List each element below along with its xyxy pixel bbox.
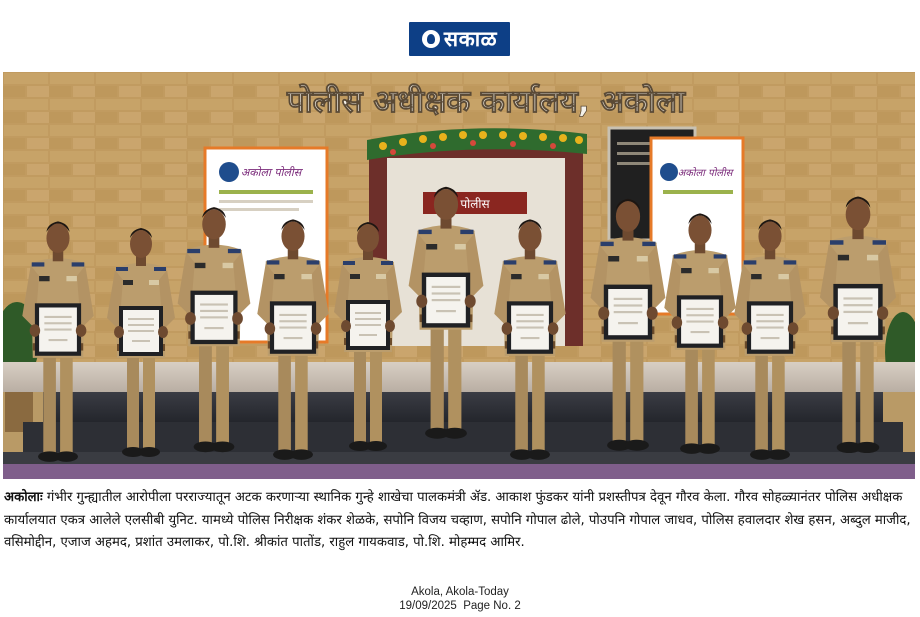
door-sign: पोलीस <box>460 197 490 211</box>
building-sign: पोलीस अधीक्षक कार्यालय, अकोला <box>286 84 686 120</box>
photo-caption <box>4 487 916 555</box>
newspaper-masthead <box>409 22 510 56</box>
date-page-label: 19/09/2025 Page No. 2 <box>399 600 521 612</box>
caption-body: गंभीर गुन्ह्यातील आरोपीला परराज्यातून अटक करणाऱ्या स्थानिक गुन्हे शाखेचा पालकमंत्री ॲड. आकाश फुंडकर यांनी प्रशस्तीपत्र देवून गौरव केला. गौरव सोहळ्यानंतर पोलिस अधीक्षक कार्यालयात एकत्र आलेले एलसीबी युनिट. यामध्ये पोलिस निरीक्षक शंकर शेळके, सपोनि विजय चव्हाण, सपोनि गोपाल ढोले, पोउपनि गोपाल जाधव, पोलिस हवालदार शेख हसन, अब्दुल माजीद, वसिमोद्दीन, एजाज अहमद, प्रशांत उमलाकर, पो.शि. श्रीकांत पातोंड, राहुल गायकवाड, पो.शि. मोहम्मद आमिर. <box>4 490 911 550</box>
news-photo <box>3 72 915 479</box>
clipping-footer <box>0 585 920 613</box>
banner-right-title: अकोला पोलीस <box>677 168 733 179</box>
dateline: अकोलाः <box>4 490 43 505</box>
banner-left-title: अकोला पोलीस <box>240 166 302 179</box>
sakal-logo-icon <box>422 30 440 48</box>
masthead-brand: सकाळ <box>443 27 498 51</box>
edition-label: Akola, Akola-Today <box>411 586 509 598</box>
